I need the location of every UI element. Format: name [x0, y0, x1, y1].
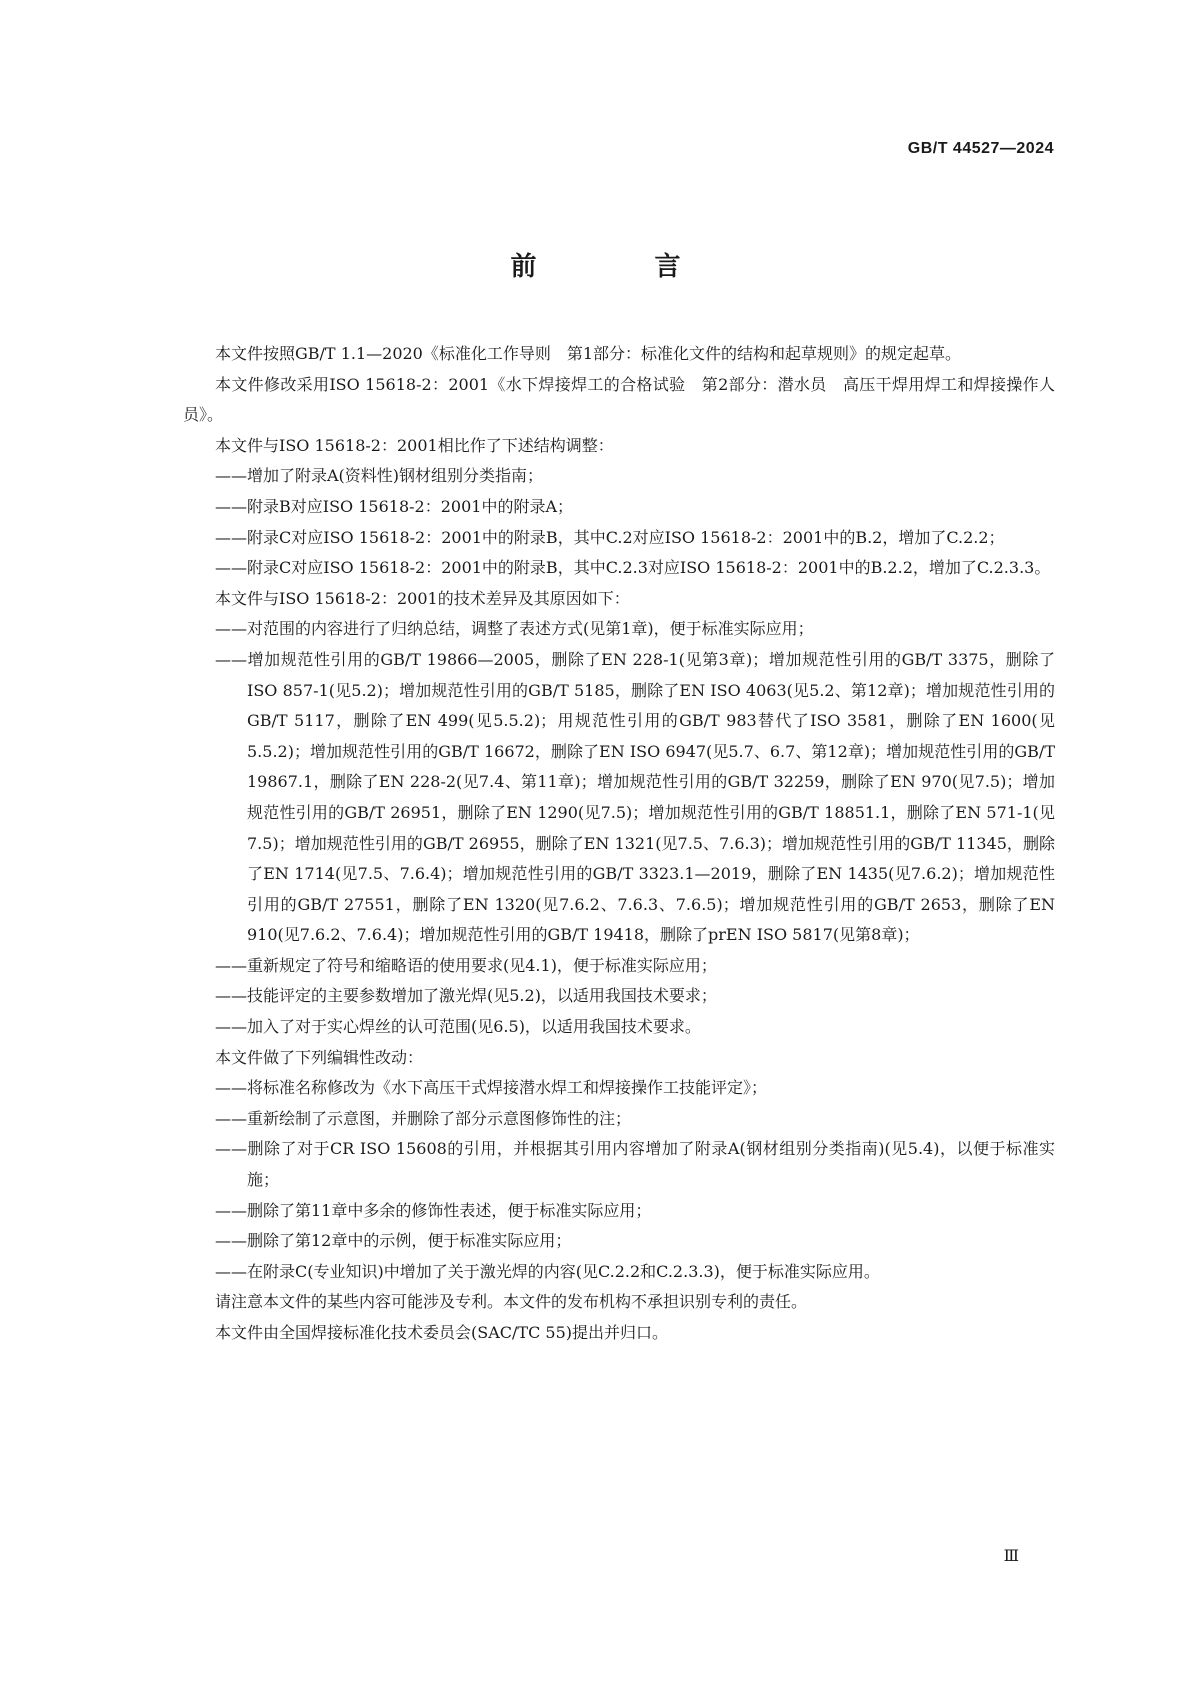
- list-item: ——加入了对于实心焊丝的认可范围(见6.5)，以适用我国技术要求。: [215, 1017, 701, 1037]
- list-item: ——删除了第12章中的示例，便于标准实际应用；: [215, 1231, 572, 1251]
- paragraph: 本文件做了下列编辑性改动：: [215, 1047, 424, 1067]
- list-item: ——将标准名称修改为《水下高压干式焊接潜水焊工和焊接操作工技能评定》；: [215, 1078, 768, 1098]
- list-item: ——附录C对应ISO 15618-2：2001中的附录B，其中C.2.3对应ISO 15618-2：2001中的B.2.2，增加了C.2.3.3。: [215, 558, 1051, 578]
- list-item: ——删除了对于CR ISO 15608的引用，并根据其引用内容增加了附录A(钢材组别分类指南)(见5.4)，以便于标准实施；: [215, 1139, 1055, 1190]
- list-item: ——删除了第11章中多余的修饰性表述，便于标准实际应用；: [215, 1200, 652, 1220]
- list-item: ——在附录C(专业知识)中增加了关于激光焊的内容(见C.2.2和C.2.3.3)，便于标准实际应用。: [215, 1261, 880, 1281]
- paragraph: 本文件与ISO 15618-2：2001的技术差异及其原因如下：: [215, 588, 630, 608]
- page-number: Ⅲ: [1003, 1546, 1019, 1565]
- list-item: ——技能评定的主要参数增加了激光焊(见5.2)，以适用我国技术要求；: [215, 986, 717, 1006]
- paragraph: 请注意本文件的某些内容可能涉及专利。本文件的发布机构不承担识别专利的责任。: [215, 1292, 808, 1312]
- list-item: ——重新规定了符号和缩略语的使用要求(见4.1)，便于标准实际应用；: [215, 955, 717, 975]
- paragraph: 本文件与ISO 15618-2：2001相比作了下述结构调整：: [215, 435, 614, 455]
- preface-body: [183, 339, 1055, 1349]
- paragraph: 本文件由全国焊接标准化技术委员会(SAC/TC 55)提出并归口。: [215, 1323, 668, 1342]
- list-item: ——增加规范性引用的GB/T 19866—2005，删除了EN 228-1(见第3章)；增加规范性引用的GB/T 3375，删除了ISO 857-1(见5.2)；增加规范性引用的GB/T 5185，删除了EN ISO 4063(见5.2、第12章)；增加规范性引用的GB/T 5117，删除了EN 499(见5.5.2)；用规范性引用的GB/T 983替代了ISO 3581，删除了EN 1600(见5.5.2)；增加规范性引用的GB/T 16672，删除了EN ISO 6947(见5.7、6.7、第12章)；增加规范性引用的GB/T 19867.1，删除了EN 228-2(见7.4、第11章)；增加规范性引用的GB/T 32259，删除了EN 970(见7.5)；增加规范性引用的GB/T 26951，删除了EN 1290(见7.5)；增加规范性引用的GB/T 18851.1，删除了EN 571-1(见7.5)；增加规范性引用的GB/T 26955，删除了EN 1321(见7.5、7.6.3)；增加规范性引用的GB/T 11345，删除了EN 1714(见7.5、7.6.4)；增加规范性引用的GB/T 3323.1—2019，删除了EN 1435(见7.6.2)；增加规范性引用的GB/T 27551，删除了EN 1320(见7.6.2、7.6.3、7.6.5)；增加规范性引用的GB/T 2653，删除了EN 910(见7.6.2、7.6.4)；增加规范性引用的GB/T 19418，删除了prEN ISO 5817(见第8章)；: [215, 649, 1055, 945]
- list-item: ——附录C对应ISO 15618-2：2001中的附录B，其中C.2对应ISO 15618-2：2001中的B.2，增加了C.2.2；: [215, 527, 1005, 547]
- list-item: ——附录B对应ISO 15618-2：2001中的附录A；: [215, 496, 574, 516]
- list-item: ——重新绘制了示意图，并删除了部分示意图修饰性的注；: [215, 1108, 632, 1128]
- document-code: GB/T 44527—2024: [907, 140, 1054, 157]
- list-item: ——增加了附录A(资料性)钢材组别分类指南；: [215, 466, 544, 486]
- page-title: 前 言: [510, 252, 727, 282]
- paragraph: 本文件按照GB/T 1.1—2020《标准化工作导则 第1部分：标准化文件的结构和起草规则》的规定起草。: [215, 344, 962, 363]
- paragraph: 本文件修改采用ISO 15618-2：2001《水下焊接焊工的合格试验 第2部分：潜水员 高压干焊用焊工和焊接操作人员》。: [183, 374, 1055, 425]
- list-item: ——对范围的内容进行了归纳总结，调整了表述方式(见第1章)，便于标准实际应用；: [215, 619, 814, 639]
